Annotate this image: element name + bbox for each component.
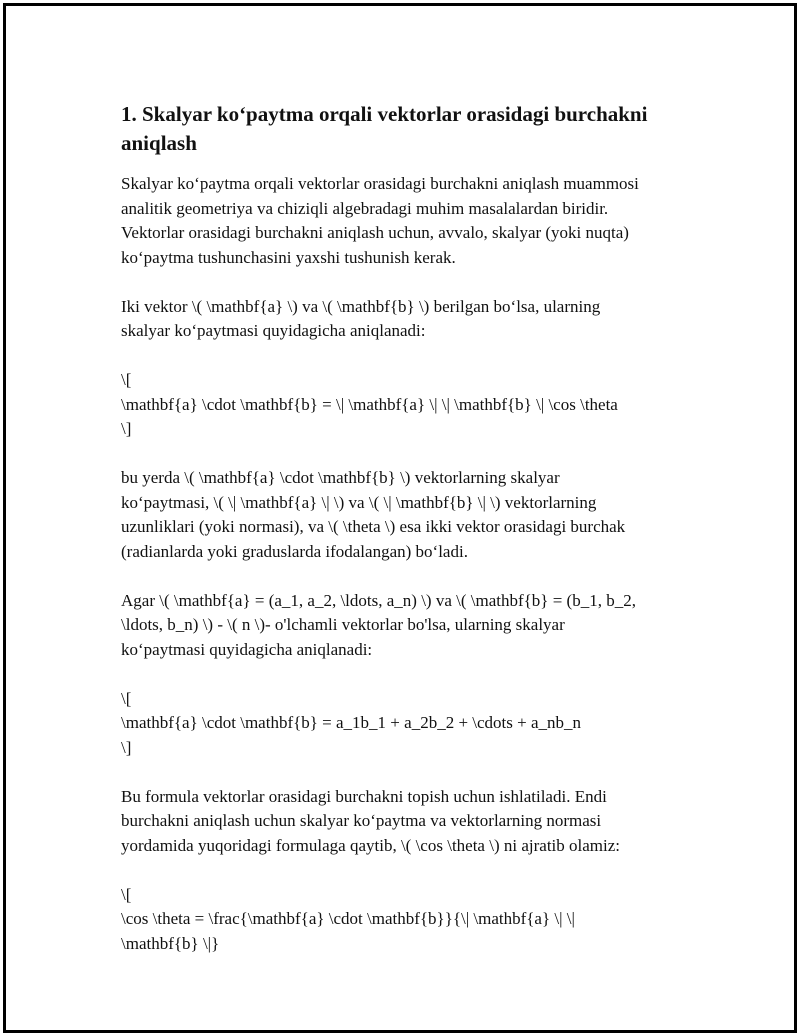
text-line: Agar \( \mathbf{a} = (a_1, a_2, \ldots, a_n) \) va \( \mathbf{b} = (b_1, b_2, (121, 590, 636, 610)
text-line: \] (121, 737, 132, 757)
text-line: \[ (121, 370, 132, 389)
text-line: Iki vektor \( \mathbf{a} \) va \( \mathbf{b} \) berilgan bo‘lsa, ularning (121, 296, 601, 316)
paragraph (121, 172, 696, 270)
text-line: \[ (121, 884, 132, 904)
page-frame (3, 3, 797, 1033)
paragraph (121, 295, 696, 344)
text-line: Vektorlar orasidagi burchakni aniqlash uchun, avvalo, skalyar (yoki nuqta) (121, 223, 629, 242)
paragraph (121, 687, 696, 761)
text-line: ko‘paytma tushunchasini yaxshi tushunish kerak. (121, 247, 456, 267)
text-line: analitik geometriya va chiziqli algebradagi muhim masalalardan biridir. (121, 198, 609, 218)
text-line: skalyar ko‘paytmasi quyidagicha aniqlanadi: (121, 321, 426, 340)
paragraph-list (121, 172, 696, 956)
text-line: Bu formula vektorlar orasidagi burchakni topish uchun ishlatiladi. Endi (121, 786, 607, 806)
text-line: \ldots, b_n) \) - \( n \)- o'lchamli vektorlar bo'lsa, ularning skalyar (121, 615, 565, 634)
text-line: burchakni aniqlash uchun skalyar ko‘paytma va vektorlarning normasi (121, 811, 602, 830)
paragraph (121, 883, 696, 957)
section-title: 1. Skalyar ko‘paytma orqali vektorlar orasidagi burchakni aniqlash (121, 102, 648, 155)
paragraph (121, 589, 696, 663)
text-line: \] (121, 419, 132, 438)
text-line: \mathbf{b} \|} (121, 933, 220, 953)
text-line: Skalyar ko‘paytma orqali vektorlar orasidagi burchakni aniqlash muammosi (121, 174, 639, 193)
text-line: ko‘paytmasi quyidagicha aniqlanadi: (121, 639, 373, 659)
text-line: \[ (121, 688, 132, 708)
text-line: yordamida yuqoridagi formulaga qaytib, \( \cos \theta \) ni ajratib olamiz: (121, 835, 620, 855)
text-line: ko‘paytmasi, \( \| \mathbf{a} \| \) va \( \| \mathbf{b} \| \) vektorlarning (121, 492, 597, 512)
paragraph (121, 785, 696, 859)
text-line: \mathbf{a} \cdot \mathbf{b} = a_1b_1 + a_2b_2 + \cdots + a_nb_n (121, 713, 582, 732)
text-line: uzunliklari (yoki normasi), va \( \theta \) esa ikki vektor orasidagi burchak (121, 517, 626, 536)
text-line: \cos \theta = \frac{\mathbf{a} \cdot \mathbf{b}}{\| \mathbf{a} \| \| (121, 909, 575, 928)
text-line: bu yerda \( \mathbf{a} \cdot \mathbf{b} \) vektorlarning skalyar (121, 468, 560, 487)
paragraph (121, 368, 696, 442)
document-body (121, 100, 696, 981)
text-line: \mathbf{a} \cdot \mathbf{b} = \| \mathbf{a} \| \| \mathbf{b} \| \cos \theta (121, 394, 618, 414)
text-line: (radianlarda yoki graduslarda ifodalangan) bo‘ladi. (121, 541, 468, 561)
paragraph (121, 466, 696, 564)
